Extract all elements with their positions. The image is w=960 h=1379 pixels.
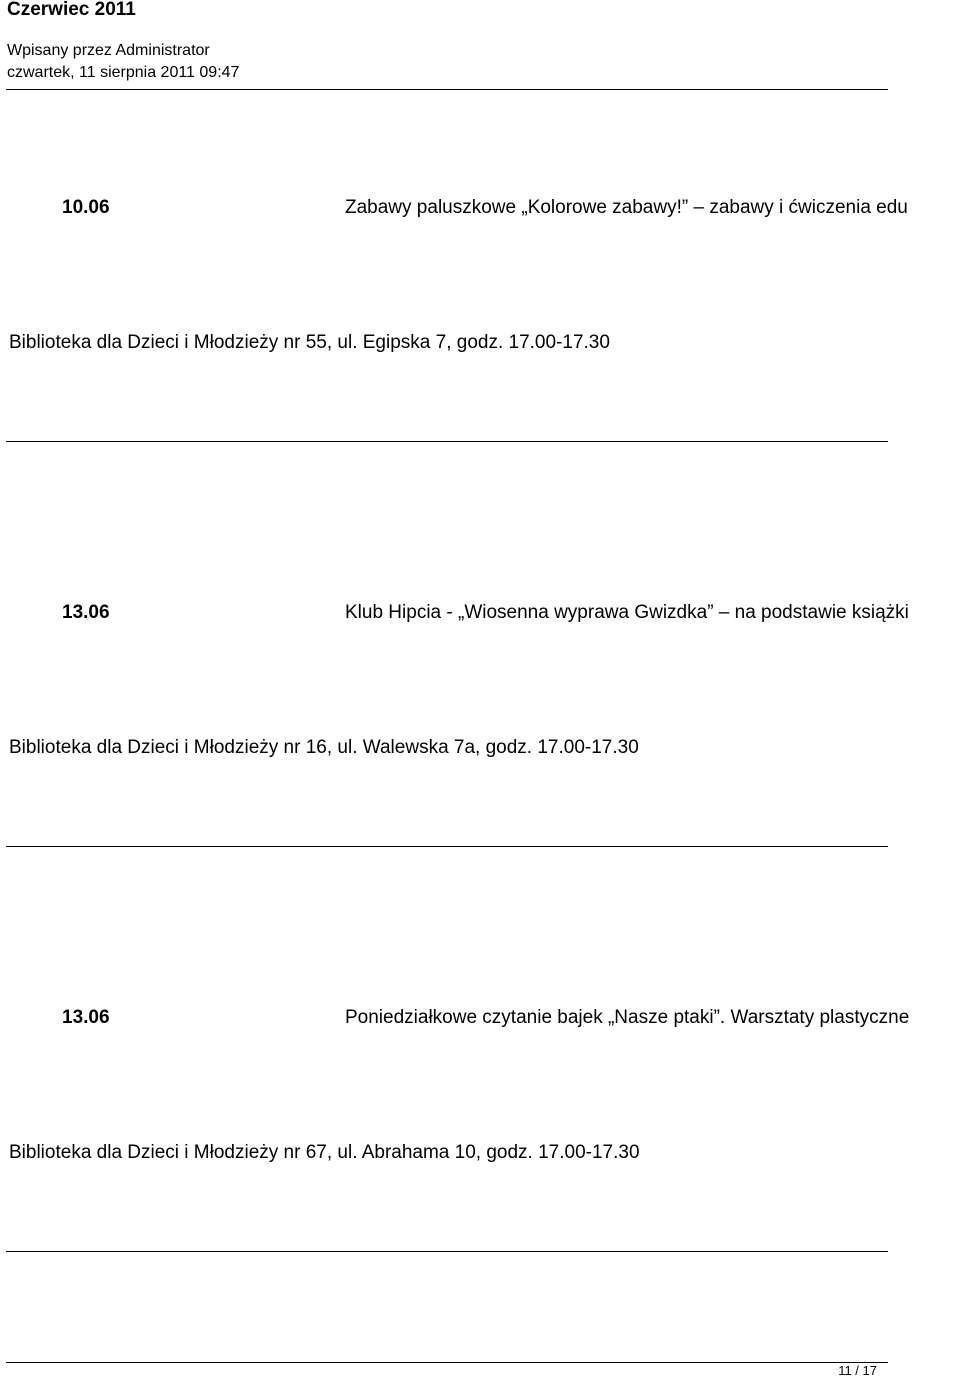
event-location: Biblioteka dla Dzieci i Młodzieży nr 16, ul. Walewska 7a, godz. 17.00-17.30 xyxy=(9,737,639,758)
event-divider xyxy=(6,846,888,847)
event-divider xyxy=(6,441,888,442)
event-date: 13.06 xyxy=(62,602,110,623)
header-divider xyxy=(6,89,888,90)
page-number: 11 / 17 xyxy=(838,1363,877,1378)
author-line: Wpisany przez Administrator xyxy=(7,42,210,59)
event-date: 10.06 xyxy=(62,197,110,218)
event-divider xyxy=(6,1251,888,1252)
event-location: Biblioteka dla Dzieci i Młodzieży nr 67, ul. Abrahama 10, godz. 17.00-17.30 xyxy=(9,1142,640,1163)
event-date: 13.06 xyxy=(62,1007,110,1028)
event-description: Poniedziałkowe czytanie bajek „Nasze ptaki”. Warsztaty plastyczne xyxy=(345,1007,910,1028)
publish-date: czwartek, 11 sierpnia 2011 09:47 xyxy=(7,64,240,81)
event-location: Biblioteka dla Dzieci i Młodzieży nr 55, ul. Egipska 7, godz. 17.00-17.30 xyxy=(9,332,610,353)
event-description: Zabawy paluszkowe „Kolorowe zabawy!” – zabawy i ćwiczenia edu xyxy=(345,197,908,218)
footer-divider xyxy=(6,1362,888,1363)
page-title: Czerwiec 2011 xyxy=(7,0,136,20)
event-description: Klub Hipcia - „Wiosenna wyprawa Gwizdka” – na podstawie książki xyxy=(345,602,909,623)
